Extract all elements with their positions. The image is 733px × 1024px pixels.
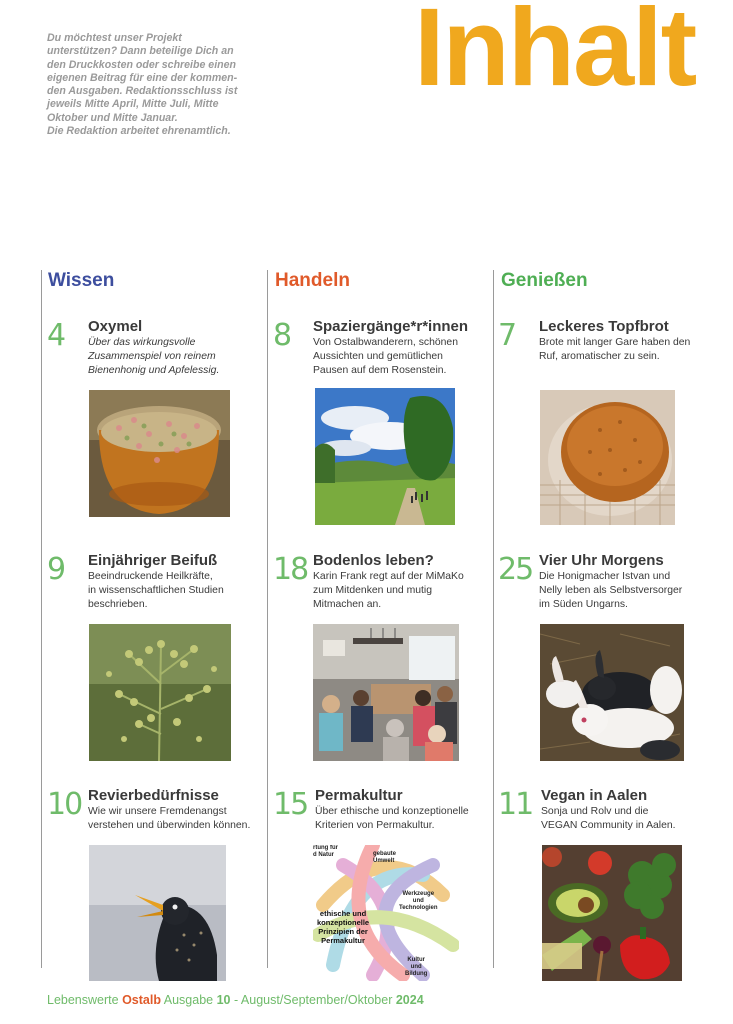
- toc-entry[interactable]: [498, 552, 708, 767]
- footer-year: 2024: [395, 993, 424, 1007]
- article-title: Einjähriger Beifuß: [88, 552, 218, 569]
- toc-entry[interactable]: [47, 318, 257, 533]
- toc-entry[interactable]: [273, 552, 483, 767]
- article-title: Spaziergänge*r*innen: [313, 318, 469, 335]
- article-title: Bodenlos leben?: [313, 552, 434, 569]
- section-title-handeln: Handeln: [275, 270, 350, 291]
- toc-entry[interactable]: [498, 787, 708, 1002]
- diagram-label-top-right: gebaute Umwelt: [373, 851, 397, 864]
- diagram-icon: [313, 845, 459, 981]
- article-description: Karin Frank regt auf der MiMaKo zum Mitdenken und mutig Mitmachen an.: [313, 571, 464, 611]
- article-description: Wie wir unsere Fremdenangst verstehen und überwinden können.: [88, 806, 251, 832]
- plant-icon: [89, 624, 231, 761]
- intro-line: eigenen Beitrag für eine der kommen-: [47, 71, 238, 84]
- vegetables-icon: [542, 845, 682, 981]
- article-description: Von Ostalbwanderern, schönen Aussichten und gemütlichen Pausen auf dem Rosenstein.: [313, 337, 458, 377]
- page-number: 7: [498, 318, 516, 353]
- diagram-label-top-left: rtung für d Natur: [313, 845, 338, 858]
- section-title-geniessen: Genießen: [501, 270, 588, 291]
- diagram-label-right: Werkzeuge und Technologien: [399, 891, 438, 911]
- intro-line: jeweils Mitte April, Mitte Juli, Mitte: [47, 98, 219, 111]
- page-number: 9: [47, 552, 65, 587]
- page-number: 4: [47, 318, 65, 353]
- page-number: 18: [273, 552, 308, 587]
- column-divider: [493, 270, 494, 968]
- toc-entry[interactable]: [273, 787, 483, 1002]
- intro-line: Du möchtest unser Projekt: [47, 32, 182, 44]
- footer-brand: Ostalb: [122, 993, 161, 1007]
- meeting-icon: [313, 624, 459, 761]
- bird-icon: [89, 845, 226, 981]
- page-number: 15: [273, 787, 308, 822]
- page-number: 25: [498, 552, 533, 587]
- article-title: Permakultur: [315, 787, 403, 804]
- page-number: 8: [273, 318, 291, 353]
- article-description: Sonja und Rolv und die VEGAN Community in Aalen.: [541, 806, 676, 832]
- article-description: Über das wirkungsvolle Zusammenspiel von reinem Bienenhonig und Apfelessig.: [88, 337, 220, 377]
- diagram-label-bottom: Kultur und Bildung: [405, 957, 428, 977]
- landscape-icon: [315, 388, 455, 525]
- rabbits-icon: [540, 624, 684, 761]
- toc-entry[interactable]: [47, 552, 257, 767]
- intro-line: den Druckkosten oder schreibe einen: [47, 58, 236, 71]
- page-number: 11: [498, 787, 533, 822]
- toc-entry[interactable]: [498, 318, 708, 533]
- toc-entry[interactable]: [273, 318, 483, 533]
- footer-issue-number: 10: [216, 993, 231, 1007]
- footer-period: - August/September/Oktober: [230, 993, 396, 1007]
- article-title: Revierbedürfnisse: [88, 787, 219, 804]
- footer-prefix: Lebenswerte: [47, 993, 123, 1007]
- intro-line: unterstützen? Dann beteilige Dich an: [47, 45, 234, 58]
- article-description: Beeindruckende Heilkräfte, in wissenschaftlichen Studien beschrieben.: [88, 571, 224, 611]
- article-title: Vier Uhr Morgens: [539, 552, 664, 569]
- article-description: Brote mit langer Gare haben den Ruf, aromatischer zu sein.: [539, 337, 691, 363]
- article-title: Leckeres Topfbrot: [539, 318, 669, 335]
- intro-text: [47, 32, 257, 138]
- article-description: Die Honigmacher Istvan und Nelly leben als Selbstversorger im Süden Ungarns.: [539, 571, 683, 611]
- footer-issue-label: Ausgabe: [160, 993, 217, 1007]
- section-title-wissen: Wissen: [48, 270, 115, 291]
- intro-line: den Ausgaben. Redaktionsschluss ist: [47, 85, 238, 98]
- column-divider: [41, 270, 42, 968]
- article-title: Oxymel: [88, 318, 143, 335]
- toc-entry[interactable]: [47, 787, 257, 1002]
- footer: [47, 993, 424, 1007]
- intro-line: Oktober und Mitte Januar.: [47, 111, 178, 124]
- intro-line: Die Redaktion arbeitet ehrenamtlich.: [47, 125, 231, 138]
- jar-icon: [89, 390, 230, 517]
- diagram-label-center: ethische und konzeptionelle Prinzipien der Permakultur: [317, 909, 370, 945]
- article-title: Vegan in Aalen: [541, 787, 648, 804]
- article-description: Über ethische und konzeptionelle Kriterien von Permakultur.: [315, 806, 469, 832]
- page-number: 10: [47, 787, 82, 822]
- bread-icon: [540, 390, 675, 525]
- page-title: Inhalt: [414, 0, 696, 109]
- column-divider: [267, 270, 268, 968]
